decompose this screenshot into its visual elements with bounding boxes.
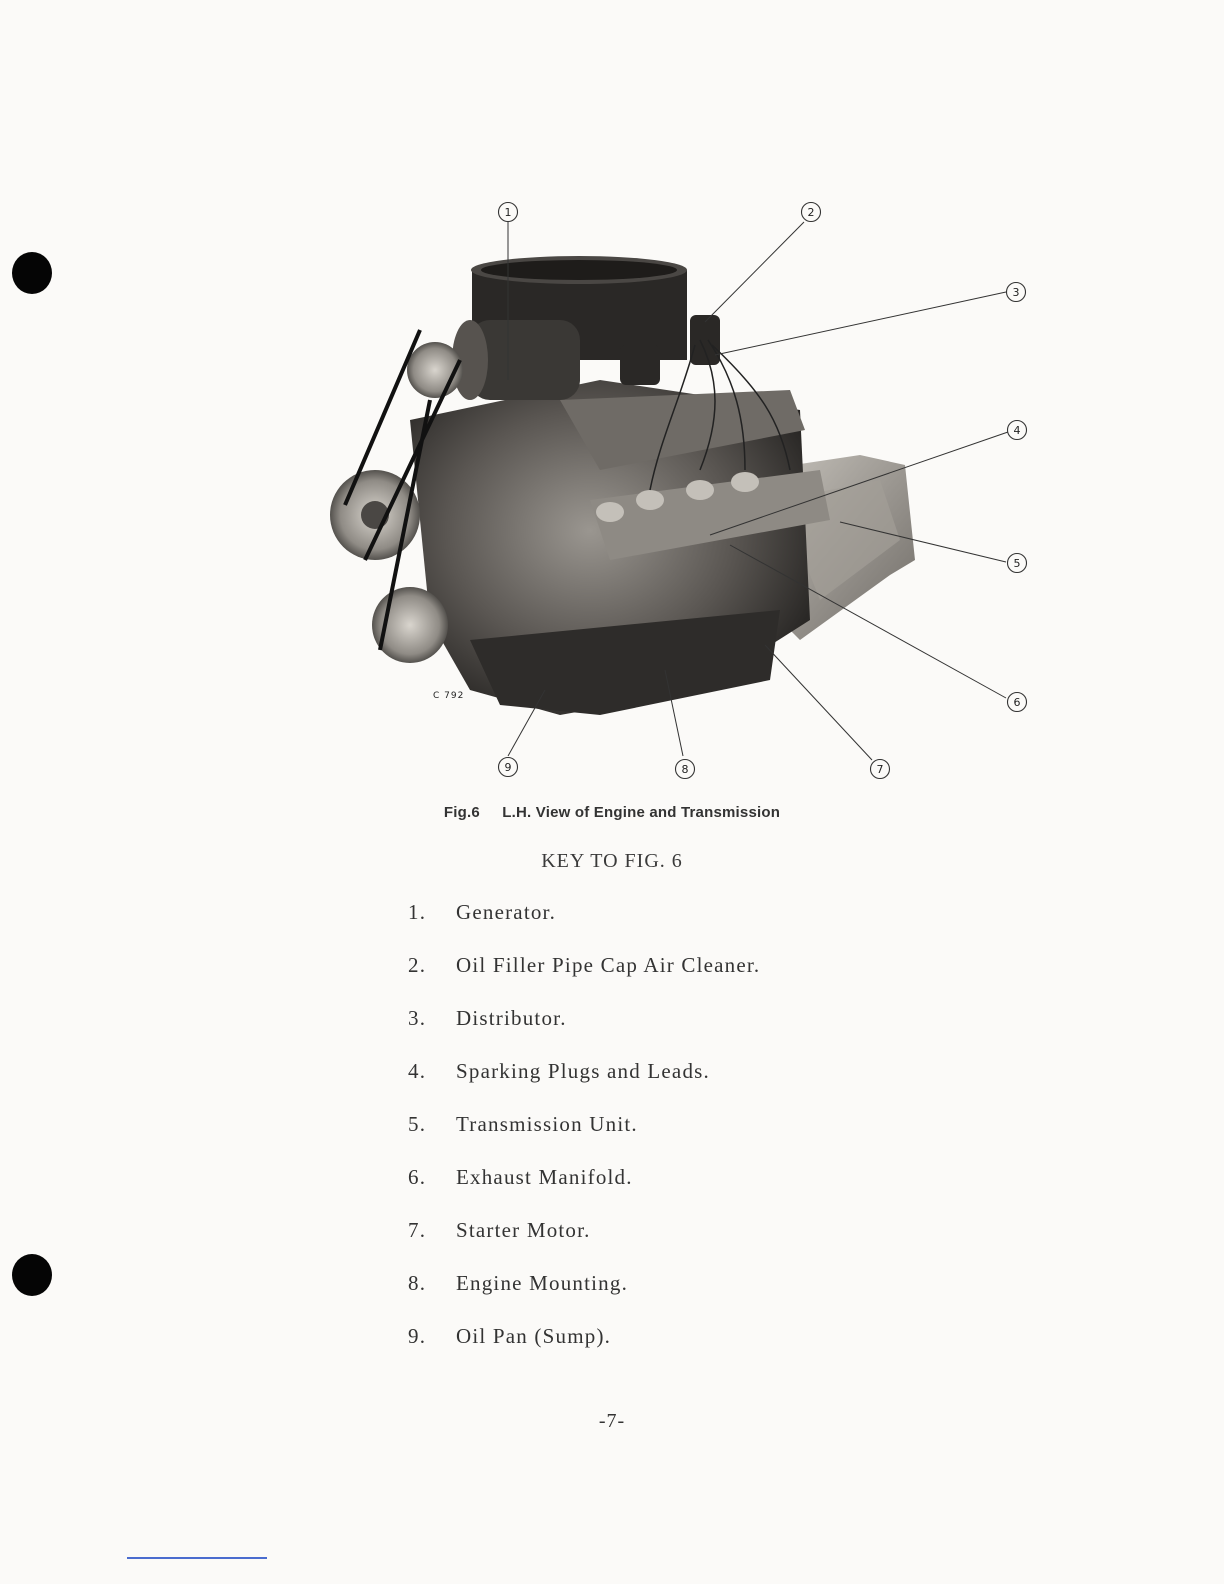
- key-heading: KEY TO FIG. 6: [541, 850, 683, 872]
- key-item-oil-pan: [408, 1324, 760, 1377]
- svg-text:5: 5: [1013, 557, 1021, 570]
- key-item-number: 7.: [408, 1218, 427, 1242]
- key-list: [408, 900, 760, 1377]
- key-item-label: Oil Filler Pipe Cap Air Cleaner.: [456, 953, 761, 977]
- callout-8: [676, 760, 695, 779]
- svg-text:4: 4: [1013, 424, 1021, 437]
- key-item-label: Engine Mounting.: [456, 1271, 629, 1295]
- key-item-label: Oil Pan (Sump).: [456, 1324, 612, 1348]
- figure-caption-text: L.H. View of Engine and Transmission: [502, 804, 781, 821]
- page-number: -7-: [598, 1410, 626, 1432]
- svg-text:8: 8: [681, 763, 689, 776]
- key-item-generator: [408, 900, 760, 953]
- figure-number: Fig.6: [443, 804, 480, 821]
- key-item-transmission: [408, 1112, 760, 1165]
- key-item-mounting: [408, 1271, 760, 1324]
- scan-underline-mark: [127, 1557, 267, 1559]
- key-item-number: 2.: [408, 953, 427, 977]
- key-item-number: 3.: [408, 1006, 427, 1030]
- callout-5: [1008, 554, 1027, 573]
- callout-1: [499, 203, 518, 222]
- svg-text:6: 6: [1013, 696, 1021, 709]
- key-item-label: Transmission Unit.: [456, 1112, 638, 1136]
- key-item-spark-plugs: [408, 1059, 760, 1112]
- svg-text:2: 2: [807, 206, 815, 219]
- key-item-label: Exhaust Manifold.: [456, 1165, 633, 1189]
- callout-2: [802, 203, 821, 222]
- callout-4: [1008, 421, 1027, 440]
- key-item-distributor: [408, 1006, 760, 1059]
- key-item-label: Starter Motor.: [456, 1218, 591, 1242]
- key-item-exhaust: [408, 1165, 760, 1218]
- key-item-number: 5.: [408, 1112, 427, 1136]
- key-item-label: Generator.: [456, 900, 557, 924]
- svg-text:7: 7: [876, 763, 884, 776]
- callout-6: [1008, 693, 1027, 712]
- key-item-number: 6.: [408, 1165, 427, 1189]
- punch-hole-bottom: [12, 1254, 52, 1296]
- key-item-label: Distributor.: [456, 1006, 567, 1030]
- figure-caption: [0, 804, 1224, 821]
- key-item-oil-filler: [408, 953, 760, 1006]
- svg-text:9: 9: [504, 761, 512, 774]
- key-item-number: 1.: [408, 900, 427, 924]
- generator-shape: [452, 320, 580, 400]
- photo-code: C 792: [433, 691, 465, 701]
- key-item-number: 9.: [408, 1324, 427, 1348]
- callout-7: [871, 760, 890, 779]
- key-item-number: 4.: [408, 1059, 427, 1083]
- callout-3: [1007, 283, 1026, 302]
- svg-text:3: 3: [1012, 286, 1020, 299]
- key-item-label: Sparking Plugs and Leads.: [456, 1059, 710, 1083]
- callout-9: [499, 758, 518, 777]
- engine-block-shape: [410, 380, 830, 715]
- svg-text:1: 1: [504, 206, 512, 219]
- key-item-number: 8.: [408, 1271, 427, 1295]
- key-item-starter: [408, 1218, 760, 1271]
